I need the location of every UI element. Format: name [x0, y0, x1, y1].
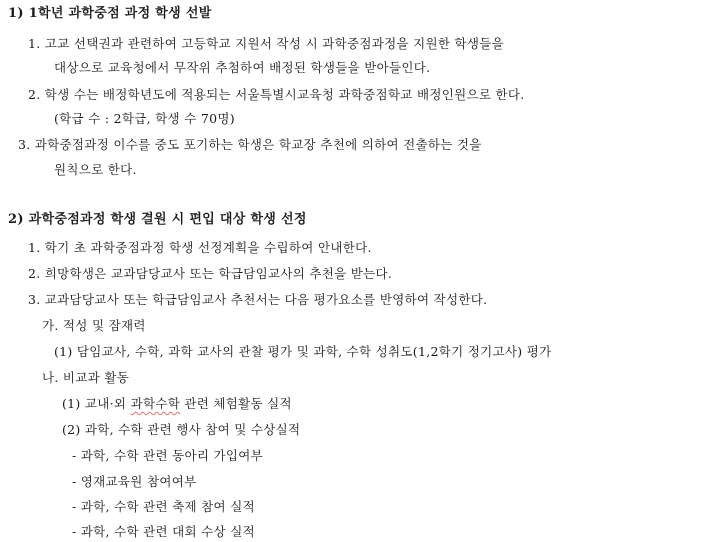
section2-sub-b-1	[62, 396, 292, 412]
section2-sub-b-1-prefix: (1) 교내·외	[62, 396, 131, 411]
section1-item-2-line-1: 2. 학생 수는 배정학년도에 적용되는 서울특별시교육청 과학중점학교 배정인원으로 한다.	[28, 87, 525, 102]
section2-bullet-3: - 과학, 수학 관련 축제 참여 실적	[72, 499, 255, 514]
section2-sub-a-1: (1) 담임교사, 수학, 과학 교사의 관찰 평가 및 과학, 수학 성취도(1,2학기 정기고사) 평가	[54, 344, 552, 359]
section2-item-1: 1. 학기 초 과학중점과정 학생 선정계획을 수립하여 안내한다.	[28, 240, 372, 255]
section2-item-2: 2. 희망학생은 교과담당교사 또는 학급담임교사의 추천을 받는다.	[28, 266, 393, 281]
section2-item-3: 3. 교과담당교사 또는 학급담임교사 추천서는 다음 평가요소를 반영하여 작성한다.	[28, 292, 488, 307]
section1-item-3-line-1: 3. 과학중점과정 이수를 중도 포기하는 학생은 학교장 추천에 의하여 전출하는 것을	[18, 137, 482, 152]
section2-sub-a: 가. 적성 및 잠재력	[42, 318, 146, 333]
section2-sub-b-1-wavy: 과학수학	[130, 396, 181, 411]
section2-bullet-1: - 과학, 수학 관련 동아리 가입여부	[72, 448, 264, 463]
section2-sub-b-1-suffix: 관련 체험활동 실적	[180, 396, 292, 411]
section2-sub-b-2: (2) 과학, 수학 관련 행사 참여 및 수상실적	[62, 422, 301, 437]
section1-item-1-line-1: 1. 고교 선택권과 관련하여 고등학교 지원서 작성 시 과학중점과정을 지원한 학생들을	[28, 36, 505, 51]
section1-item-2-line-2: (학급 수 : 2학급, 학생 수 70명)	[54, 111, 235, 126]
section2-sub-b: 나. 비교과 활동	[42, 370, 130, 385]
section1-item-3-line-2: 원칙으로 한다.	[54, 162, 137, 177]
section2-bullet-4: - 과학, 수학 관련 대회 수상 실적	[72, 524, 255, 539]
section2-bullet-2: - 영재교육원 참여여부	[72, 474, 197, 489]
section1-heading: 1) 1학년 과학중점 과정 학생 선발	[8, 6, 212, 21]
section2-heading: 2) 과학중점과정 학생 결원 시 편입 대상 학생 선정	[8, 212, 307, 227]
section1-item-1-line-2: 대상으로 교육청에서 무작위 추첨하여 배정된 학생들을 받아들인다.	[54, 60, 431, 75]
